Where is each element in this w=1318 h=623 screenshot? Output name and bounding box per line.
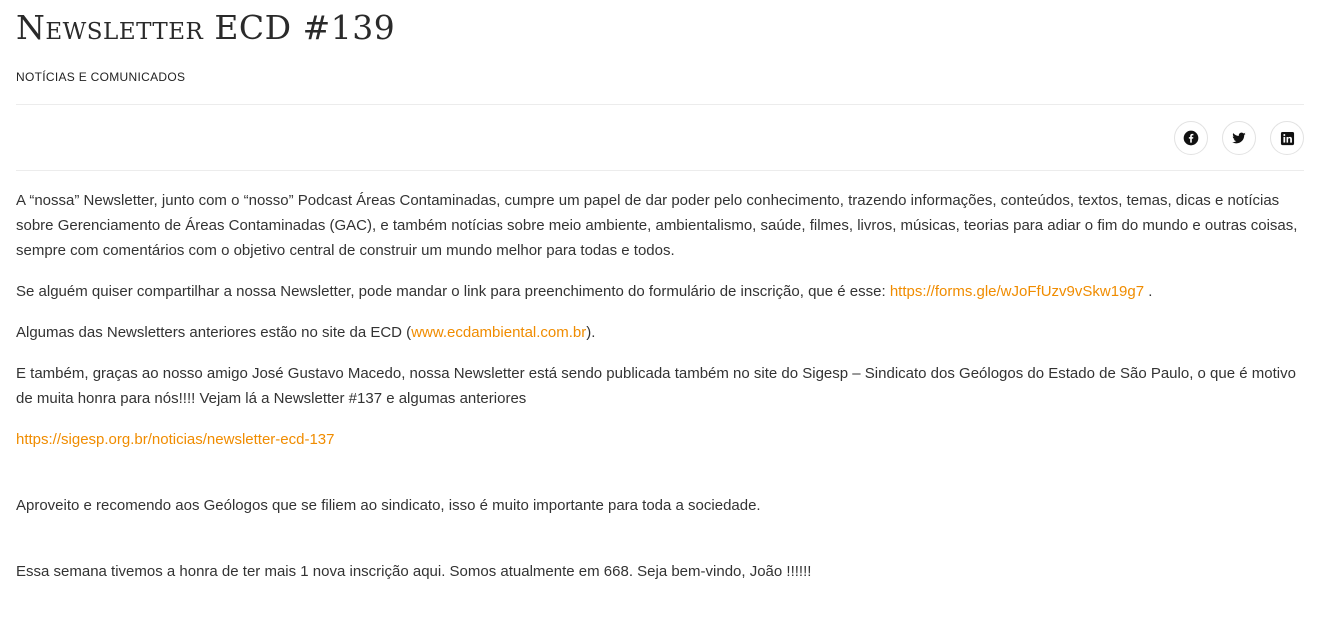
twitter-share-button[interactable] xyxy=(1222,121,1256,155)
paragraph-previous-end: ). xyxy=(586,324,596,341)
twitter-icon xyxy=(1231,130,1247,146)
paragraph-sigesp-link xyxy=(16,427,1304,452)
ecd-site-link[interactable]: www.ecdambiental.com.br xyxy=(411,324,587,341)
facebook-icon xyxy=(1183,130,1199,146)
paragraph-recommend: Aproveito e recomendo aos Geólogos que se filiem ao sindicato, isso é muito importante para toda a sociedade. xyxy=(16,497,761,514)
facebook-share-button[interactable] xyxy=(1174,121,1208,155)
divider xyxy=(16,170,1304,171)
linkedin-icon xyxy=(1280,131,1295,146)
post-category[interactable]: NOTÍCIAS E COMUNICADOS xyxy=(16,70,186,84)
paragraph-share-end: . xyxy=(1144,283,1153,300)
share-bar xyxy=(1174,121,1304,155)
page-title: Newsletter ECD #139 xyxy=(16,8,396,47)
divider xyxy=(16,104,1304,105)
sigesp-link[interactable]: https://sigesp.org.br/noticias/newsletter-ecd-137 xyxy=(16,431,335,448)
paragraph-share xyxy=(16,279,1304,304)
paragraph-previous xyxy=(16,320,1304,345)
paragraph-intro: A “nossa” Newsletter, junto com o “nosso” Podcast Áreas Contaminadas, cumpre um papel de dar poder pelo conhecimento, trazendo informações, conteúdos, textos, temas, dicas e notícias sobre Gerenciamento de Áreas Contaminadas (GAC), e também notícias sobre meio ambiente, ambientalismo, saúde, filmes, livros, músicas, teorias para adiar o fim do mundo e outras coisas, sempre com comentários com o objetivo central de construir um mundo melhor para todas e todos. xyxy=(16,192,1298,259)
post-content xyxy=(16,188,1304,600)
paragraph-share-text: Se alguém quiser compartilhar a nossa Newsletter, pode mandar o link para preenchimento do formulário de inscrição, que é esse: xyxy=(16,283,890,300)
paragraph-previous-text: Algumas das Newsletters anteriores estão no site da ECD ( xyxy=(16,324,412,341)
form-link[interactable]: https://forms.gle/wJoFfUzv9vSkw19g7 xyxy=(889,283,1145,300)
paragraph-subscribers: Essa semana tivemos a honra de ter mais 1 nova inscrição aqui. Somos atualmente em 668. Seja bem-vindo, João !!!!!! xyxy=(16,563,812,580)
paragraph-sigesp: E também, graças ao nosso amigo José Gustavo Macedo, nossa Newsletter está sendo publicada também no site do Sigesp – Sindicato dos Geólogos do Estado de São Paulo, o que é motivo de muita honra para nós!!!! Vejam lá a Newsletter #137 e algumas anteriores xyxy=(16,365,1296,407)
linkedin-share-button[interactable] xyxy=(1270,121,1304,155)
